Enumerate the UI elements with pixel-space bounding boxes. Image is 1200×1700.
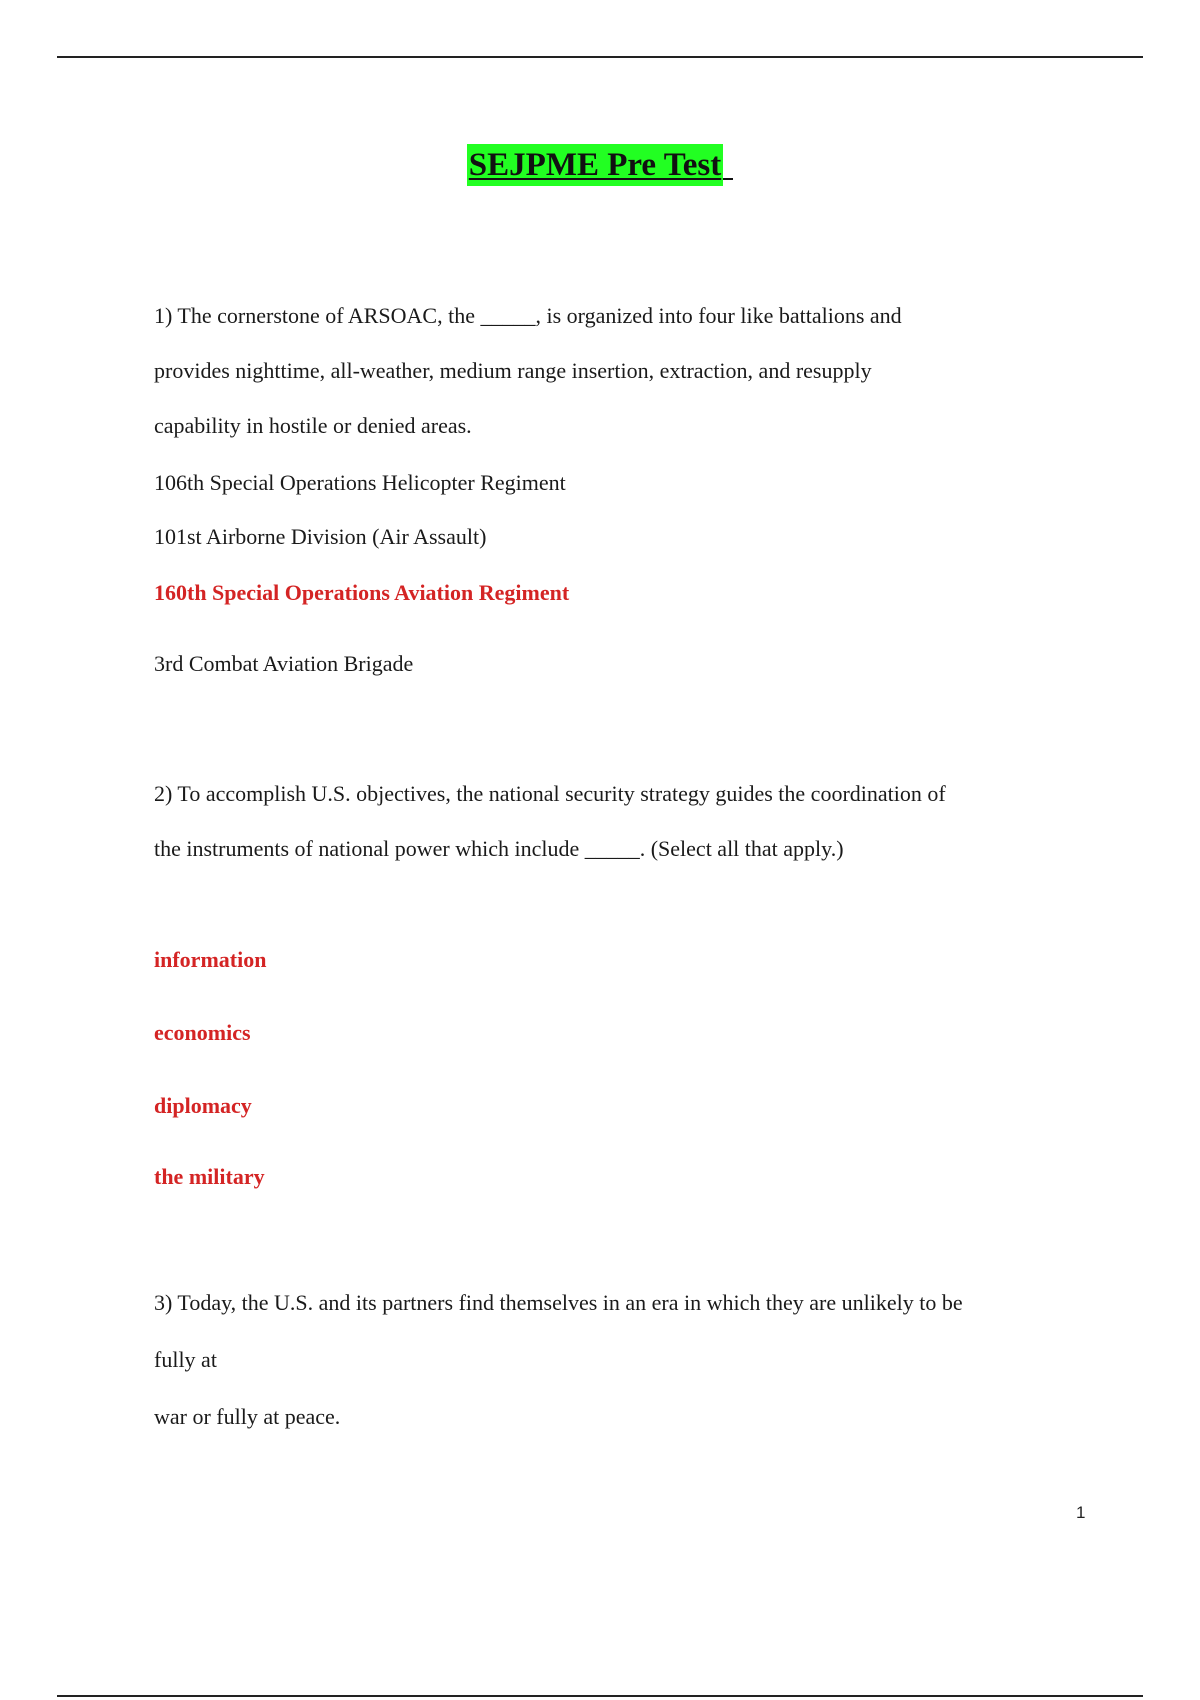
question-1-option-3-correct: 160th Special Operations Aviation Regiment (154, 580, 570, 605)
question-1-line-1: 1) The cornerstone of ARSOAC, the _____, is organized into four like battalions and (154, 303, 902, 328)
question-1-line-2: provides nighttime, all-weather, medium range insertion, extraction, and resupply (154, 358, 872, 383)
top-rule (57, 56, 1143, 58)
question-1-option-1: 106th Special Operations Helicopter Regiment (154, 470, 566, 495)
document-title: SEJPME Pre Test (467, 144, 723, 186)
question-2-option-3-correct: diplomacy (154, 1093, 252, 1118)
question-2-line-2: the instruments of national power which include _____. (Select all that apply.) (154, 836, 844, 861)
question-1-option-2: 101st Airborne Division (Air Assault) (154, 524, 487, 549)
question-3-line-3: war or fully at peace. (154, 1404, 341, 1429)
question-1-line-3: capability in hostile or denied areas. (154, 413, 472, 438)
question-3-line-1: 3) Today, the U.S. and its partners find themselves in an era in which they are unlikely to be (154, 1290, 963, 1315)
question-2-option-4-correct: the military (154, 1164, 265, 1189)
question-3-line-2: fully at (154, 1347, 217, 1372)
question-2-option-2-correct: economics (154, 1020, 251, 1045)
title-block (0, 144, 1200, 186)
question-1-option-4: 3rd Combat Aviation Brigade (154, 651, 414, 676)
page-number: 1 (1076, 1503, 1086, 1522)
question-2-option-1-correct: information (154, 947, 267, 972)
question-2-line-1: 2) To accomplish U.S. objectives, the national security strategy guides the coordination of (154, 781, 946, 806)
title-underline-tail (723, 144, 733, 180)
bottom-rule (57, 1695, 1143, 1697)
